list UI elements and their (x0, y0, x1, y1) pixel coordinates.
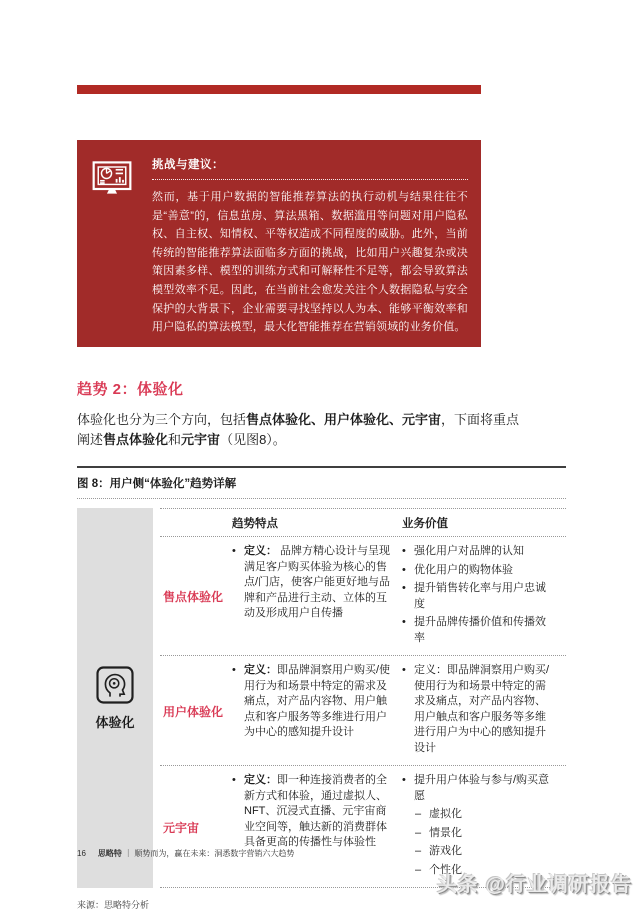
item-lead: 定义： (244, 774, 277, 786)
item-text: 优化用户的购物体验 (414, 563, 513, 576)
item-lead: 定义： (244, 664, 277, 676)
table-side-label: 体验化 (95, 715, 135, 730)
footer-brand: 思略特 (97, 849, 122, 858)
intro-bold-segment: 元宇宙 (181, 432, 221, 447)
callout-content (152, 156, 468, 337)
column-header-values: 业务价值 (402, 518, 448, 530)
values-cell (402, 544, 565, 649)
page-number: 16 (77, 849, 86, 858)
figure-8 (77, 466, 566, 911)
values-cell (402, 663, 565, 759)
dash-glyph: – (415, 845, 422, 857)
intro-bold-segment: 售点体验化 (103, 432, 169, 447)
bullet-item (232, 773, 392, 851)
bullet-item (402, 544, 555, 560)
item-text: 定义：即一种连接消费者的全新方式和体验，通过虚拟人、NFT、沉浸式直播、元宇宙商业空间等，触达新的消费群体具备更高的传播性与体验性 (244, 774, 387, 848)
dash-subitem: – 情景化 (402, 826, 555, 842)
table-row (160, 537, 566, 656)
divider (152, 179, 468, 180)
row-label: 售点体验化 (163, 590, 224, 604)
footer-separator: ｜ (124, 849, 133, 858)
bullet-glyph: • (232, 774, 236, 786)
item-text: 定义： 品牌方精心设计与呈现满足客户购买体验为核心的售点/门店，使客户能更好地与品牌和产品进行主动、立体的互动及形成用户自传播 (244, 545, 391, 619)
bullet-item (402, 663, 555, 756)
dash-glyph: – (415, 808, 422, 820)
dash-glyph: – (415, 826, 422, 839)
bullet-glyph: • (402, 545, 406, 557)
intro-segment: （见图8）。 (220, 432, 286, 447)
intro-paragraph (77, 410, 529, 450)
bullet-item (402, 563, 555, 579)
bullet-item (232, 663, 392, 741)
features-cell (232, 663, 402, 759)
item-text: 强化用户对品牌的认知 (414, 545, 524, 557)
figure-title: 图 8：用户侧“体验化”趋势详解 (77, 466, 566, 499)
dash-glyph: – (415, 863, 422, 876)
dash-subitem: – 个性化 (402, 863, 555, 879)
trend-table (77, 508, 566, 888)
values-cell (402, 773, 565, 881)
footer-doc-title: 顺势而为，赢在未来：洞悉数字营销六大趋势 (134, 849, 295, 858)
dash-subitem: – 游戏化 (402, 844, 555, 860)
header-spacer (160, 515, 232, 531)
item-text: 定义：即品牌洞察用户购买/使用行为和场景中特定的需求及痛点，对产品内容物、用户触点和客户服务等多维进行用户为中心的感知提升设计 (414, 664, 550, 754)
column-header-features: 趋势特点 (232, 518, 278, 530)
row-label: 元宇宙 (163, 820, 200, 835)
item-lead: 定义： (244, 545, 277, 557)
features-cell (232, 544, 402, 649)
top-accent-bar (77, 85, 481, 94)
bullet-glyph: • (232, 664, 236, 676)
bullet-item (232, 544, 392, 622)
table-row (160, 656, 566, 766)
item-text: 提升销售转化率与用户忠诚度 (414, 582, 546, 610)
item-text: 提升用户体验与参与/购买意愿 (414, 774, 550, 802)
intro-bold-segment: 售点体验化、用户体验化、元宇宙 (246, 412, 442, 427)
challenge-callout-box (77, 140, 481, 347)
bullet-glyph: • (402, 664, 406, 676)
section-heading: 趋势 2：体验化 (77, 381, 184, 398)
table-main (160, 508, 566, 888)
item-text: 定义：即品牌洞察用户购买/使用行为和场景中特定的需求及痛点，对产品内容物、用户触点和客户服务等多维进行用户为中心的感知提升设计 (244, 664, 391, 738)
bullet-item (402, 615, 555, 646)
callout-body: 然而，基于用户数据的智能推荐算法的执行动机与结果往往不是“善意”的，信息茧房、算法黑箱、数据滥用等问题对用户隐私权、自主权、知情权、平等权造成不同程度的威胁。此外，当前传统的智能推荐算法面临多方面的挑战，比如用户兴趣复杂或决策因素多样、模型的训练方式和可解释性不足等，都会导致算法模型效率不足。因此，在当前社会愈发关注个人数据隐私与安全保护的大背景下，企业需要寻找坚持以人为本、能够平衡效率和用户隐私的算法模型，最大化智能推荐在营销领域的业务价值。 (152, 191, 468, 334)
bullet-glyph: • (402, 563, 406, 576)
table-header-row (160, 509, 566, 537)
bullet-glyph: • (232, 545, 236, 557)
bullet-item (402, 773, 555, 804)
bullet-item (402, 581, 555, 612)
item-text: 提升品牌传播价值和传播效率 (414, 616, 546, 644)
intro-segment: ，下面将重点阐述 (77, 412, 520, 447)
source-note: 来源：思略特分析 (77, 900, 150, 910)
row-label: 用户体验化 (163, 704, 224, 719)
experience-head-icon (95, 665, 135, 705)
callout-title: 挑战与建议： (152, 159, 224, 171)
bullet-glyph: • (402, 616, 406, 628)
features-cell (232, 773, 402, 881)
intro-segment: 体验化也分为三个方向，包括 (77, 412, 247, 427)
dash-subitem: – 虚拟化 (402, 807, 555, 823)
page-footer (77, 848, 294, 859)
table-side-cell (77, 508, 153, 888)
watermark: 头条 @行业调研报告 (436, 874, 632, 896)
presentation-chart-icon (90, 156, 134, 200)
intro-segment: 和 (168, 432, 182, 447)
bullet-glyph: • (402, 774, 406, 786)
bullet-glyph: • (402, 582, 406, 594)
